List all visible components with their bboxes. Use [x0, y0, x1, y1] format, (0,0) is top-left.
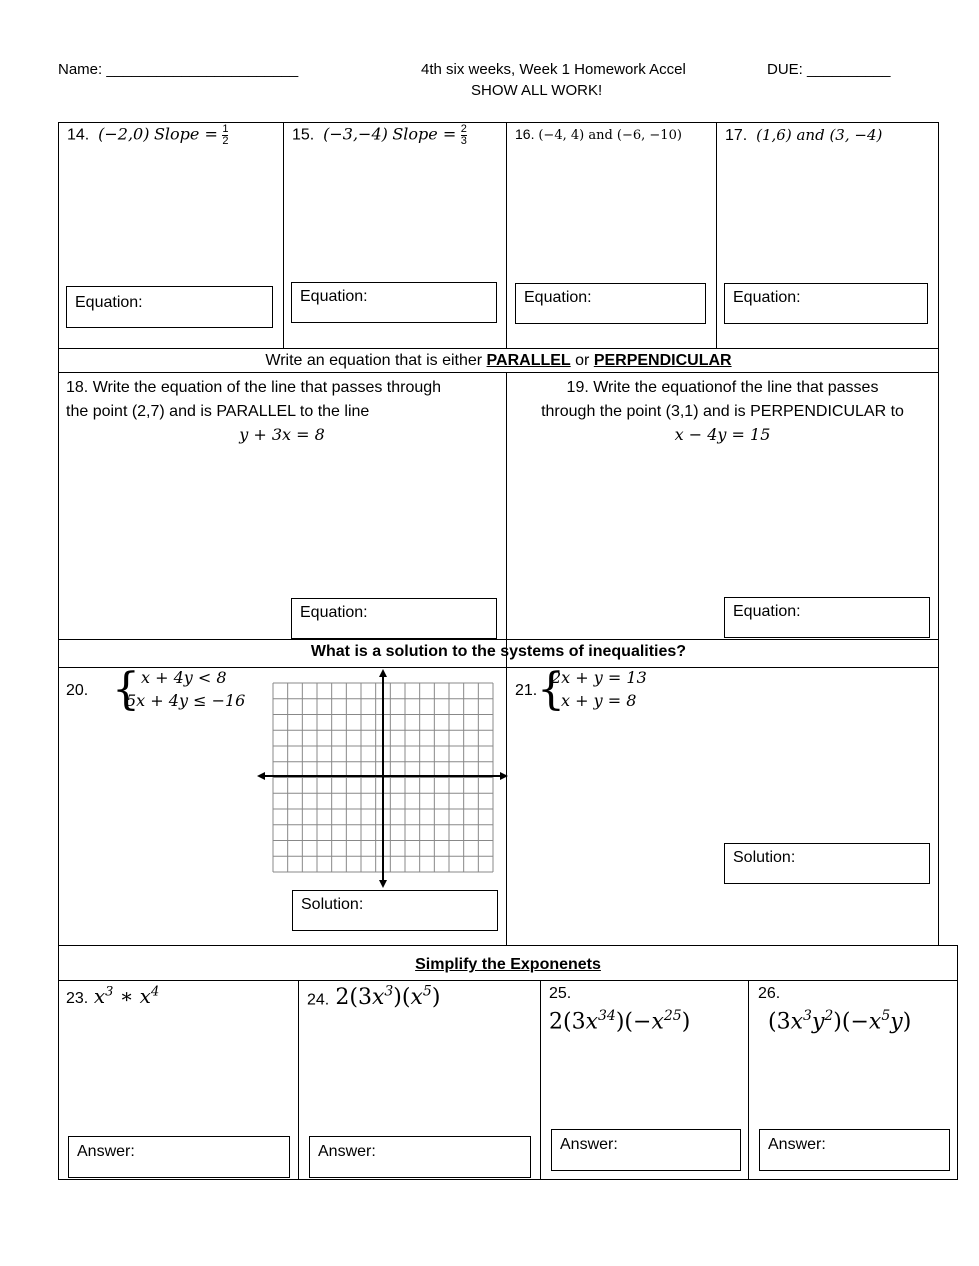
equation-1: 2x + y = 13 [551, 668, 647, 687]
inequality-2: 5x + 4y ≤ −16 [126, 691, 246, 710]
equation-answer-box[interactable]: Equation: [291, 598, 497, 639]
numerator: 2 [460, 123, 467, 135]
arrow-left-icon [257, 772, 265, 780]
divider [58, 372, 939, 373]
arrow-up-icon [379, 669, 387, 677]
problem-16 [515, 126, 682, 143]
divider [58, 980, 958, 981]
expression: $2(3x^3)(x^5)$ [335, 984, 441, 1011]
divider [957, 945, 958, 1179]
divider [938, 122, 939, 945]
problem-24 [307, 984, 440, 1010]
due-field[interactable]: DUE: __________ [767, 61, 891, 78]
inequality-1: x + 4y < 8 [141, 668, 227, 687]
section-heading-inequalities: What is a solution to the systems of inequalities? [310, 643, 687, 660]
problem-15 [292, 124, 467, 147]
problem-text: (−4, 4) and (−6, −10) [538, 128, 682, 143]
solution-answer-box[interactable]: Solution: [724, 843, 930, 884]
solution-answer-box[interactable]: Solution: [292, 890, 498, 931]
heading-text: or [570, 352, 594, 369]
problem-number: 17. [725, 127, 748, 144]
problem-text: (1,6) and (3, −4) [756, 126, 883, 144]
problem-14 [67, 124, 228, 147]
problem-number: 14. [67, 126, 90, 144]
section-heading-exponents: Simplify the Exponenets [415, 956, 601, 973]
arrow-right-icon [500, 772, 508, 780]
denominator: 2 [222, 135, 229, 147]
problem-25-expression: $2(3x^{34})(-x^{25})$ [549, 1008, 691, 1035]
problem-18 [66, 376, 501, 447]
equation-answer-box[interactable]: Equation: [724, 283, 928, 324]
slope-label: Slope = [153, 124, 218, 144]
divider [716, 122, 717, 348]
answer-box[interactable]: Answer: [68, 1136, 290, 1178]
point: (−2,0) [98, 124, 150, 144]
problem-17 [725, 126, 882, 145]
answer-box[interactable]: Answer: [551, 1129, 741, 1171]
divider [283, 122, 284, 348]
problem-21-number: 21. [515, 682, 538, 699]
name-field[interactable]: Name: _______________________ [58, 61, 299, 78]
divider [748, 980, 749, 1179]
problem-25-number: 25. [549, 985, 572, 1002]
equation: x − 4y = 15 [674, 425, 771, 444]
divider [58, 945, 958, 946]
problem-19 [507, 376, 938, 447]
problem-number: 15. [292, 126, 315, 144]
problem-text: 18. Write the equation of the line that passes through [66, 379, 442, 396]
divider [506, 122, 507, 348]
equation-answer-box[interactable]: Equation: [291, 282, 497, 323]
numerator: 1 [222, 123, 229, 135]
divider [298, 980, 299, 1179]
worksheet-subtitle: SHOW ALL WORK! [471, 82, 603, 99]
divider [540, 980, 541, 1179]
equation-2: x + y = 8 [561, 691, 637, 710]
slope-fraction [461, 124, 467, 147]
problem-number: 23. [66, 990, 89, 1007]
problem-text: 19. Write the equationof the line that passes [566, 379, 879, 396]
divider [58, 639, 939, 640]
problem-number: 24. [307, 991, 330, 1009]
problem-26-number: 26. [758, 985, 781, 1002]
divider [58, 1179, 958, 1180]
arrow-down-icon [379, 880, 387, 888]
equation-answer-box[interactable]: Equation: [66, 286, 273, 328]
problem-number: 16. [515, 126, 535, 142]
denominator: 3 [460, 135, 467, 147]
equation: y + 3x = 8 [239, 425, 325, 444]
problem-26-expression: $(3x^3y^2)(-x^5y)$ [768, 1008, 912, 1035]
coordinate-grid[interactable] [255, 668, 511, 890]
problem-20-number: 20. [66, 682, 89, 699]
problem-text: the point (2,7) and is PARALLEL to the line [66, 402, 370, 420]
problem-23 [66, 984, 159, 1009]
perpendicular-keyword: PERPENDICULAR [593, 352, 732, 369]
answer-box[interactable]: Answer: [309, 1136, 531, 1178]
equation-answer-box[interactable]: Equation: [724, 597, 930, 638]
point: (−3,−4) [323, 124, 388, 144]
brace-icon: { [537, 664, 565, 715]
answer-box[interactable]: Answer: [759, 1129, 950, 1171]
expression: $x^3$ ∗ $x^4$ [93, 984, 160, 1008]
divider [58, 122, 939, 123]
heading-text: Write an equation that is either [265, 352, 487, 369]
slope-label: Slope = [392, 124, 457, 144]
parallel-keyword: PARALLEL [486, 352, 571, 369]
section-heading-parallel-perpendicular [58, 352, 939, 370]
divider [58, 348, 939, 349]
problem-text: through the point (3,1) and is PERPENDICULAR to [541, 402, 904, 420]
equation-answer-box[interactable]: Equation: [515, 283, 706, 324]
slope-fraction [222, 124, 228, 147]
brace-icon: { [112, 664, 140, 715]
worksheet-title: 4th six weeks, Week 1 Homework Accel [421, 61, 686, 78]
